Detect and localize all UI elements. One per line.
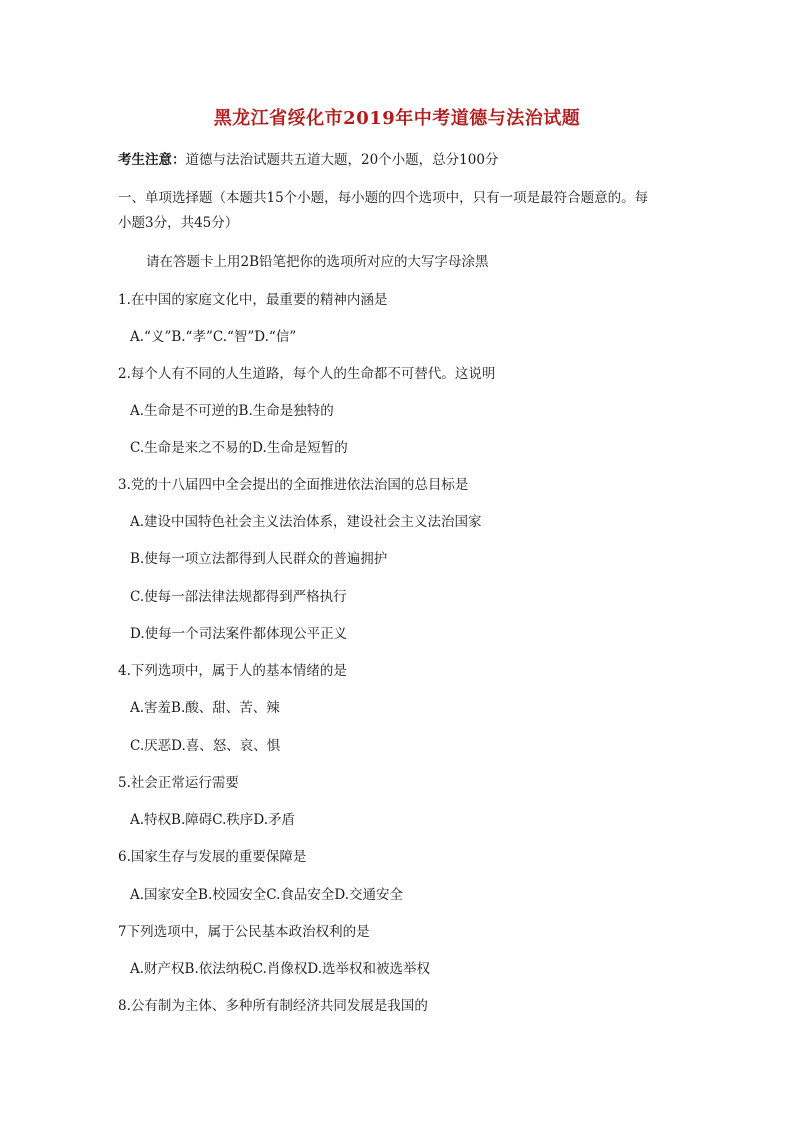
question-4-options-ab: A.害羞B.酸、甜、苦、辣 <box>130 700 280 716</box>
page-title: 黑龙江省绥化市2019年中考道德与法治试题 <box>213 108 581 129</box>
question-4-options-cd: C.厌恶D.喜、怒、哀、惧 <box>130 738 281 754</box>
instruction-text: 请在答题卡上用2B铅笔把你的选项所对应的大写字母涂黑 <box>146 254 489 270</box>
question-6: 6.国家生存与发展的重要保障是 <box>118 849 307 865</box>
question-8: 8.公有制为主体、多种所有制经济共同发展是我国的 <box>118 998 428 1014</box>
question-5-options: A.特权B.障碍C.秩序D.矛盾 <box>130 812 296 828</box>
question-5: 5.社会正常运行需要 <box>118 775 239 791</box>
section-heading-line1: 一、单项选择题（本题共15个小题，每小题的四个选项中，只有一项是最符合题意的。每 <box>118 190 649 206</box>
section-heading-line2: 小题3分，共45分） <box>118 215 239 231</box>
question-1-options: A.“义”B.“孝”C.“智”D.“信” <box>130 329 297 345</box>
notice-text: 道德与法治试题共五道大题，20个小题，总分100分 <box>185 152 499 168</box>
question-2-options-ab: A.生命是不可逆的B.生命是独特的 <box>130 403 334 419</box>
question-2-options-cd: C.生命是来之不易的D.生命是短暂的 <box>130 440 348 456</box>
question-6-options: A.国家安全B.校园安全C.食品安全D.交通安全 <box>130 887 404 903</box>
question-7: 7下列选项中，属于公民基本政治权利的是 <box>118 924 370 940</box>
question-2: 2.每个人有不同的人生道路，每个人的生命都不可替代。这说明 <box>118 366 496 382</box>
question-1: 1.在中国的家庭文化中，最重要的精神内涵是 <box>118 292 388 308</box>
question-3-option-b: B.使每一项立法都得到人民群众的普遍拥护 <box>130 551 388 567</box>
question-3-option-a: A.建设中国特色社会主义法治体系，建设社会主义法治国家 <box>130 514 482 530</box>
question-3-option-c: C.使每一部法律法规都得到严格执行 <box>130 589 347 605</box>
question-4: 4.下列选项中，属于人的基本情绪的是 <box>118 663 347 679</box>
question-3: 3.党的十八届四中全会提出的全面推进依法治国的总目标是 <box>118 477 469 493</box>
question-3-option-d: D.使每一个司法案件都体现公平正义 <box>130 626 348 642</box>
notice-label: 考生注意： <box>118 152 186 168</box>
notice-line <box>118 150 498 170</box>
question-7-options: A.财产权B.依法纳税C.肖像权D.选举权和被选举权 <box>130 961 431 977</box>
